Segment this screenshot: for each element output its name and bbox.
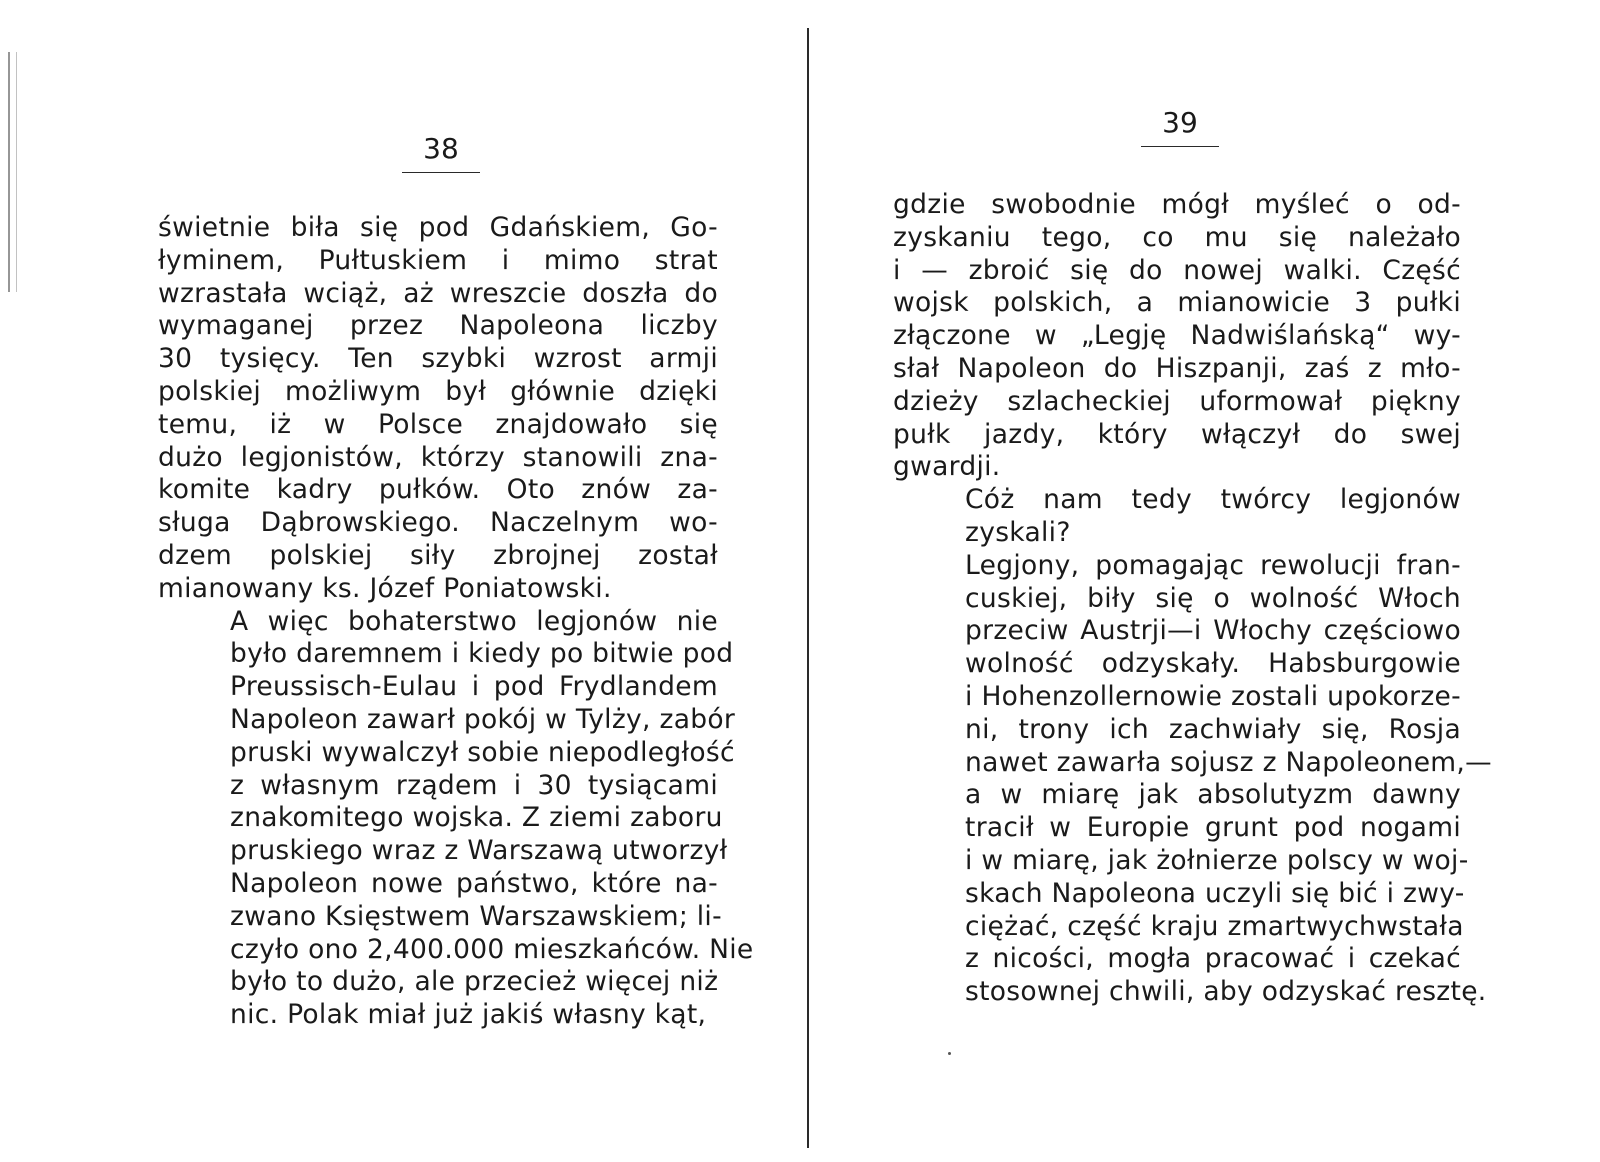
right-page-text-line: i — zbroić się do nowej walki. Część (893, 254, 1461, 286)
left-page-text-line: wymaganej przez Napoleona liczby (158, 310, 718, 342)
right-page-text-line: dzieży szlacheckiej uformował piękny (893, 385, 1461, 417)
right-page-text-line: tracił w Europie grunt pod nogami (965, 812, 1461, 844)
left-page-text-line: dużo legjonistów, którzy stanowili zna- (158, 441, 718, 473)
left-page-text-line: A więc bohaterstwo legjonów nie (230, 605, 718, 637)
right-page-text-line: i Hohenzollernowie zostali upokorze- (965, 680, 1461, 712)
left-page-number: 38 (396, 132, 486, 173)
right-page-text-line: słał Napoleon do Hiszpanji, zaś z mło- (893, 352, 1461, 384)
left-page-text-line: Napoleon nowe państwo, które na- (230, 867, 718, 899)
left-page-text-line: Napoleon zawarł pokój w Tylży, zabór (230, 703, 736, 735)
left-page-text-line: było to dużo, ale przecież więcej niż (230, 966, 719, 998)
right-page-text-line: pułk jazdy, który włączył do swej (893, 418, 1461, 450)
right-page-text-line: gdzie swobodnie mógł myśleć o od- (893, 189, 1461, 220)
left-page-text-line: zwano Księstwem Warszawskiem; li- (230, 900, 722, 932)
left-page-text (158, 212, 754, 1032)
right-page-text-line: cuskiej, biły się o wolność Włoch (965, 582, 1461, 614)
right-page-text-line: wolność odzyskały. Habsburgowie (965, 648, 1461, 680)
gutter-line (807, 28, 809, 1148)
left-page-text-line: polskiej możliwym był głównie dzięki (158, 375, 718, 407)
left-page-text-line: łyminem, Pułtuskiem i mimo strat (158, 244, 718, 276)
left-page-text-line: czyło ono 2,400.000 mieszkańców. Nie (230, 933, 754, 965)
right-page-paragraph (893, 484, 1461, 550)
left-page-text-line: sługa Dąbrowskiego. Naczelnym wo- (158, 507, 718, 539)
right-page-text-line: nawet zawarła sojusz z Napoleonem,— (965, 746, 1492, 778)
left-page-text-line: świetnie biła się pod Gdańskiem, Go- (158, 212, 718, 243)
right-page-text-line: Legjony, pomagając rewolucji fran- (965, 549, 1461, 581)
right-page-text (893, 189, 1492, 1009)
right-page-text-line: ciężać, część kraju zmartwychwstała (965, 910, 1464, 942)
right-page-text-line: a w miarę jak absolutyzm dawny (965, 779, 1461, 811)
right-page-text-line: zyskali? (965, 516, 1071, 548)
right-page-text-line: złączone w „Legję Nadwiślańską“ wy- (893, 320, 1461, 352)
left-page-paragraph (158, 212, 718, 606)
right-page-text-line: przeciw Austrji—i Włochy częściowo (965, 615, 1461, 647)
right-page-paragraph (893, 549, 1492, 1009)
left-page-text-line: z własnym rządem i 30 tysiącami (230, 769, 718, 801)
right-page-text-line: wojsk polskich, a mianowicie 3 pułki (893, 287, 1461, 319)
page-edge-mark (8, 52, 17, 292)
left-page-text-line: wzrastała wciąż, aż wreszcie doszła do (158, 277, 718, 309)
left-page-text-line: znakomitego wojska. Z ziemi zaboru (230, 802, 723, 834)
left-page-text-line: pruskiego wraz z Warszawą utworzył (230, 835, 728, 867)
right-page-text-line: i w miarę, jak żołnierze polscy w woj- (965, 844, 1469, 876)
right-page-text-line: stosownej chwili, aby odzyskać resztę. (965, 976, 1487, 1008)
left-page-text-line: pruski wywalczył sobie niepodległość (230, 736, 735, 768)
left-page-text-line: Preussisch-Eulau i pod Frydlandem (230, 671, 718, 703)
left-page-text-line: nic. Polak miał już jakiś własny kąt, (230, 999, 707, 1031)
left-page-text-line: mianowany ks. Józef Poniatowski. (158, 572, 612, 604)
right-page-text-line: skach Napoleona uczyli się bić i zwy- (965, 877, 1465, 909)
right-page-text-line: zyskaniu tego, co mu się należało (893, 221, 1461, 253)
left-page-text-line: 30 tysięcy. Ten szybki wzrost armji (158, 343, 718, 375)
print-speck (948, 1052, 951, 1055)
left-page-text-line: temu, iż w Polsce znajdowało się (158, 408, 718, 440)
right-page-number: 39 (1135, 106, 1225, 147)
right-page-text-line: gwardji. (893, 451, 1001, 483)
left-page-text-line: dzem polskiej siły zbrojnej został (158, 539, 718, 571)
left-page-text-line: było daremnem i kiedy po bitwie pod (230, 638, 734, 670)
left-page-text-line: komite kadry pułków. Oto znów za- (158, 474, 718, 506)
right-page-paragraph (893, 189, 1461, 484)
left-page-paragraph (158, 605, 754, 1032)
right-page-text-line: Cóż nam tedy twórcy legjonów (965, 484, 1461, 516)
right-page-text-line: z nicości, mogła pracować i czekać (965, 943, 1461, 975)
right-page-text-line: ni, trony ich zachwiały się, Rosja (965, 713, 1461, 745)
